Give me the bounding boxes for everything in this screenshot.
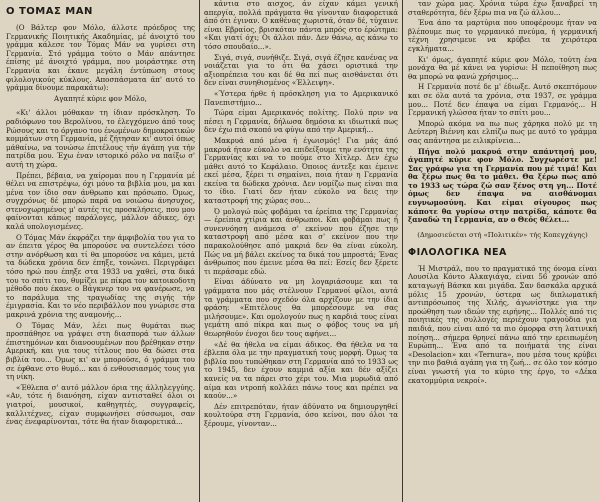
paragraph: Μακρυά από μένα ή έγωισμός! Για μάς άπό μακρυά ήταν εύκολο να επιδείξουμε την ενότητα της Γερμανίας και να το πούμε στο Χίτλερ. Δεν έχω μάθει αυτό το Κεφάλαιο. Όποιος άντεξε και έμεινε εκεί μέσα, ξέρει τι σημαίνει, ποια ήταν η Γερμανία εκείνα τα δώδεκα χρόνια. Δεν νομίζω πως είναι πια το ίδιο. Γιατί δεν ήταν εύκολο να δεις την καταστροφή της χώρας σου... [204,135,398,206]
paragraph: Μπορώ ακόμα να πω πως χάρηκα πολύ με τη Δεύτερη Βιέννη και ελπίζω πως με αυτό το γράμμα σας απάντησα με ειλικρίνεια... [408,118,597,145]
paragraph: «Δέ θα ήθελα να είμαι άδικος. Θα ήθελα να τα έβλεπα όλα με την πραγματική τους μορφή. Όμως τα βιβλία που τυπώθηκαν στη Γερμανία από το 1933 ως το 1945, δεν έχουν καμμιά αξία και δέν αξίζει κανείς να τα πάρει στο χέρι του. Μια μυρωδιά από αίμα και ντροπή κολλάει πάνω τους και πρέπει να καούν...» [204,339,398,401]
paragraph: Ή Μιστράλ, που το πραγματικό της όνομα είναι Λουσίλα Κόντο Αλκαγιάγα, είναι 56 χρονών από καταγωγή Βάσκα και μιγάδα. Σαν δασκάλα αρχικά μόλις 15 χρονών, ύστερα ως διπλωματική αντιπρόσωπος της Χιλής, άγωνίστηκε για την προώθηση των ιδεών της ειρήνης... Πολλές από τις ποιητικές της συλλογές περιέχουν τραγούδια για παιδιά, που είναι από τα πιο όμορφα στη λατινική ποίηση... σήμερα θρηνεί πάνω από την ερειπωμένη Ευρώπη... Ένα από τα ποιήματά της είναι «Desolacion» και «Ternura», που μέσα τους κρύβει την πιο βαθιά αγάπη για τη ζωή... σε όλο τον κόσμο είναι γνωστή για το κύριο της έργο, το «Δέκα εκατομμύρια νεκροί». [408,263,597,385]
paragraph: Πήγα πολύ μακρυά στην απάντησή μου, άγαπητέ κύριε φον Μόλο. Συγχωρέστε με! Σας γράφω για τη Γερμανία που μέ τιμά! Και θα ξέρω πως θα το μάθει. Θα ξέρω πως από το 1933 ως τώρα ζώ σαν ξένος στη γη... Ποτέ όμως δεν έπαψα να αισθάνομαι ευγνωμοσύνη. Και είμαι σίγουρος πως κάποτε θα γυρίσω στην πατρίδα, κάποτε θα ξαναδώ τη Γερμανία, αν ο Θεός θέλει... [408,146,597,225]
paragraph: Κι' όμως, άγαπητέ κύριε φον Μόλο, τούτη ένα μονάχα θα μέ κάνει να γυρίσω: Η πεποίθηση πως θα μπορώ να φανώ χρήσιμος... [408,54,597,81]
section-heading: ΦΙΛΟΛΟΓΙΚΑ ΝΕΑ [408,246,507,258]
paragraph: Ένα άπο τα μαρτύρια που υποφέρουμε ήταν να βλέπουμε πως το γερμανικό πνεύμα, ή γερμανική τέχνη χρησιμευε να κρύβει τα χειρότερα εγκλήματα... [408,18,597,53]
paragraph: ταν χώρα μας. Χρόνια τώρα έχω ξαναβρεί τη σταθερότητα, δέν ξέρω πια να ζώ άλλου... [408,0,597,17]
column-3 [404,0,600,502]
paragraph: Η Γερμανία ποτέ δε μ' έδιωξε. Αυτό σκεπτόμουν και σε όλα αυτά τα χρόνια, στα 1937, σε γράμμα μου... Ποτέ δεν έπαψα να είμαι Γερμανός... Η Γερμανική γλώσσα ήταν το σπίτι μου... [408,82,597,118]
column-1 [2,0,198,502]
column-2 [200,0,402,502]
paragraph: Ο Τόμας Μάν έκφράζει την άμφιβολία του για το αν έπειτα γέρος θα μπορούσε να συντελέσει τόσο στην ανόρθωση και τί θα μπορούσε να κάμει, μετά τα δώδεκα χρόνια δεν έπηξε, τονώνει. Περιγράφει τόσο ηρώ που έπηξε στα 1933 να χαθεί, στα δικά του το σπίτι του, θυμίζει με πίκρα τον κατοικοδοτη μέθοδο που έκανε ο Βάγκνερ του να φανέρωσε, να το παράλυμα της τραγωδίας της σιγής τήν έμιγρασία. Και το νέο περιβάλλον που γνώρισε στα μακρινά χρόνια της αναμονής... [6,232,195,319]
paragraph: Ο Τόμας Μάν, λέει πως θυμάται πως προσπάθησε να γράψει στη διασπορά των άλλων έπιστημόνων και διανοουμένων που βρέθηκαν στην Αμερική, και για τους τίτλους που θα δώσει στα βιβλία του... Όμως κι' αν μπορούσε, ό γράμμα του σε έφθανε στο θυμό... και ό ενθουσιασμός τους για τη νίκη. [6,320,195,382]
paragraph: Πρέπει, βέβαια, να χαίρομαι που η Γερμανία μέ θέλει να επιστρέψω, όχι μόνο τα βιβλία μου, μα και μένα τον ίδιο σαν άνθρωπο και πρόσωπο. Όμως, συγχρόνως δέ μπορώ παρά να νοιώσω άνησυχος, στενοχωρημένος μ' αυτές τις προσκλήσεις, που μου φαίνονται κάπως παράλογες, μάλλον άδικες, όχι καλά υπολογισμένες. [6,170,195,232]
paragraph: κάντια στο αισχος, άν είχαν κάμει γενική απεργία, πολλά πράγματα θα γίνονταν διαφορετικά άπό ότι έγιναν. Ο καθένας χωριστά, όταν δέ, τύχαινε είναι Εβραίος, βρισκόταν πάντα μπρός στο έρώτημα: «Και γιατί όχι; Οι άλλοι πάν. Δεν θάνω, ας κάνω το τόσο σπουδαίο...». [204,0,398,51]
paragraph: «Ύστερα ήρθε ή πρόσκληση για το Αμερικανικό Πανεπιστήμιο... [204,88,398,107]
article-heading: Ο ΤΟΜΑΣ ΜΑΝ [6,6,93,17]
paragraph: Τώρα είμαι Αμερικανός πολίτης. Πολύ πριν να πέσει η Γερμανία, δήλωσα δημόσια κι ιδιωτικά πως δεν έχω πιά σκοπό να φύγω από την Αμερική... [204,108,398,135]
paragraph: «Κι' άλλοι μόθακαν τη ίδιαν πρόσκληση. Το ραδιόφωνο του Βερολίνου, το έλεγχόμενο άπό τους Ρώσους και το όργανο του ένωμένων δημοκρατικών κομμάτων στη Γερμανία, μέ ζήτησαν κι' αυτοί όπως μάθαίνω, να τονώσω έπιτέλους τήν άγάπη για τήν πατρίδα μου. Έχω έναν ιστορικό ρόλο να παίξω σ' αυτή τη χώρα. [6,108,195,169]
paragraph: Ό μολογώ πώς φοβάμαι τα έρείπια της Γερμανίας — έρείπια χτίρια και άνθρωποι. Και φοβάμαι πως ή συνεννόηση ανάμεσα σ' εκείνον που έζησε την καταστροφή από μέσα και σ' εκείνον που την παρακολούθησε από μακριά δεν θα είναι εύκολη. Πώς να μή βάλει εκείνος τα δικά του μπροστά; Ένας άνθρωπος που έμεινε μέσα θα πεί: Εσείς δεν ξέρετε τι περάσαμε εδώ. [204,206,398,276]
salutation: Αγαπητέ κύριε φον Μόλο, [54,93,147,103]
article-intro: (Ο Βάλτερ φον Μόλο, άλλοτε πρόεδρος της Γερμανικής Ποιητικής Ακαδημίας, μέ άνοιχτό του γράμμα κάλεσε τον Τόμας Μάν να γυρίσει στη Γερμανία. Στό γράμμα τούτο ο Μάν απάντησε έπίσης μέ άνοιχτό γράμμα, που μοιράστηκε στη Γερμανία και έκανε μεγάλη έντύπωση στους φιλολογικούς κύκλους. Αποσπάσματα άπ' αυτό το γράμμα δίνουμε παρακάτω): [6,23,195,93]
paragraph: Είναι άδύνατο να μη λογαριάσουμε και τα γράμματα που μάς στέλνουν Γερμανοί φίλοι, αυτά τα γράμματα που σχεδόν όλα αρχίζουν με την ίδια φράση: «Επιτέλους θα μπορέσουμε να σας μιλήσουμε». Και ομολογούν πως η καρδιά τους είναι γεμάτη από πίκρα και πως ο φόβος τους να μή θεωρηθούν ένοχοι δεν τους αφήνει... [204,277,398,338]
source-caption: (Δημοσιεύεται στή «Πολιτικέν» τής Κοπεγχάγης) [417,230,588,239]
paragraph: «Έθλεπα σ' αυτό μάλλον όρια της άλληλεγγύης. «Αν, τότε ή διανόηση, είχαν αντισταθεί όλοι οι γιατροί, μουσικοί, καθηγητές, συγγραφείς, καλλιτέχνες, είχαν συμφωνήσει σύσσωμοι, σαν ένας ένεφαρίνονται, τότε θα ήταν διαφορετικά... [6,382,195,427]
column-divider [402,0,403,502]
paragraph: Δέν επιτρεπόταν, ήταν άδύνατο να δημιουργηθεί κουλτούρα στη Γερμανία, όσο κείνοι, που όλοι τα ξέρουμε, γίνονταν... [204,401,398,428]
paragraph: Σιγά, σιγά, συνήθιζε. Σιγά, σιγά έζησε κανένας να νοιάζεται για το ότι θα χάσει οριστικά την αξιοπρέπεια του και δέ θα πεί πως αισθάνεται ότι δεν είναι συνηθισμένος «Έλλειψη». [204,52,398,88]
